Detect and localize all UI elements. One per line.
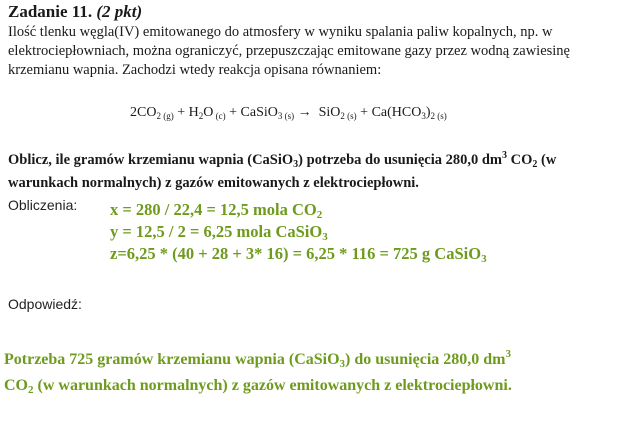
- calculations-label: Obliczenia:: [8, 197, 78, 213]
- answer-label: Odpowiedź:: [8, 296, 82, 312]
- task-points: (2 pkt): [96, 2, 143, 21]
- reaction-arrow-icon: →: [297, 105, 312, 120]
- task-intro-text: Ilość tlenku węgla(IV) emitowanego do atmosfery w wyniku spalania paliw kopalnych, np. w elektrociepłowniach, można ograniczyć, przepuszczając emitowane gazy przez wodną zawiesinę krzemianu wapnia. Zachodzi wtedy reakcja opisana równaniem:: [8, 24, 570, 78]
- task-number: Zadanie 11.: [8, 2, 93, 21]
- calculation-line-2: y = 12,5 / 2 = 6,25 mola CaSiO$_3$: [110, 222, 328, 243]
- calculation-line-3: z=6,25 * (40 + 28 + 3* 16) = 6,25 * 116 = 725 g CaSiO$_3$: [110, 244, 487, 265]
- task-heading: [8, 2, 142, 22]
- task-question: Oblicz, ile gramów krzemianu wapnia (CaSiO$_3$) potrzeba do usunięcia 280,0 $dm^3$ $CO_2$ (w warunkach normalnych) z gazów emitowanych z elektrociepłowni.: [8, 150, 557, 191]
- reaction-equation: $2CO_2$ $_{(g)} + H_2O$ $_{(c)}$ + CaSiO$_3$ $_{(s)}$ → SiO$_2$ $_{(s)} + Ca(HCO_3)_2$ $_{(s)}$: [130, 105, 447, 121]
- answer-text: Potrzeba 725 gramów krzemianu wapnia (CaSiO$_3$) do usunięcia 280,0 $dm^3$ $CO_2$ (w warunkach normalnych) z gazów emitowanych z elektrociepłowni.: [4, 348, 512, 396]
- calculation-line-1: x = 280 / 22,4 = 12,5 mola $CO_2$: [110, 200, 323, 221]
